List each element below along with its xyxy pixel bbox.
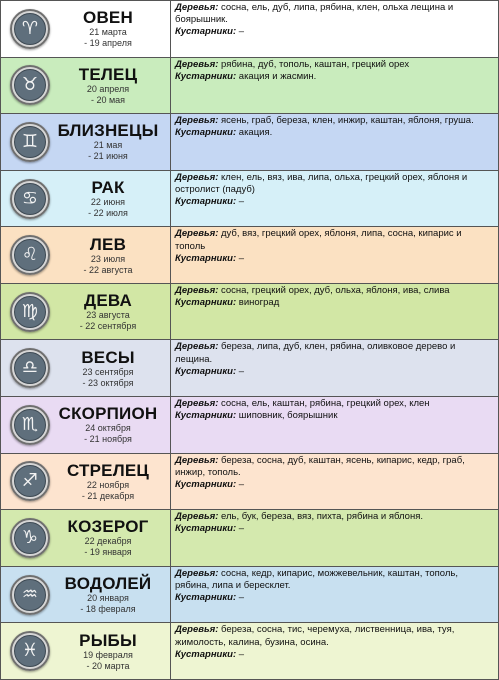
shrubs-label: Кустарники: [175,127,237,139]
shrubs-label: Кустарники: [175,410,237,422]
table-row [1,340,498,397]
shrubs-label: Кустарники: [175,648,237,660]
shrubs-value: – [238,196,245,208]
sign-cell [1,340,171,396]
trees-line [175,59,494,71]
shrubs-value: – [238,479,245,491]
trees-label: Деревья: [175,115,219,127]
trees-line [175,228,494,252]
trees-line [175,568,494,592]
sign-text [50,235,170,276]
sign-date-from: 23 сентября [82,366,134,377]
trees-value: сосна, кедр, кипарис, можжевельник, каштан, тополь, рябина, липа и бересклет. [175,567,458,591]
libra-icon [10,348,50,388]
sign-date-from: 19 февраля [83,649,133,660]
sign-glyph: ♐ [14,465,46,497]
shrubs-value: – [238,26,245,38]
table-row [1,623,498,679]
table-row [1,454,498,511]
trees-label: Деревья: [175,341,219,353]
shrubs-line [175,479,494,491]
sign-cell [1,397,171,453]
trees-value: береза, сосна, тис, черемуха, лиственница, ива, туя, жимолость, калина, бузина, осина. [175,624,455,648]
shrubs-value: акация. [238,127,273,139]
plants-cell [171,567,498,623]
sign-text [50,178,170,219]
shrubs-line [175,523,494,535]
pisces-icon [10,631,50,671]
scorpio-icon [10,405,50,445]
trees-value: рябина, дуб, тополь, каштан, грецкий орех [221,58,410,70]
sign-date-from: 21 марта [89,27,127,38]
shrubs-line [175,592,494,604]
sign-date-from: 22 ноября [86,479,130,490]
table-row [1,227,498,284]
shrubs-label: Кустарники: [175,252,237,264]
capricorn-icon [10,518,50,558]
trees-line [175,455,494,479]
trees-value: ясень, граб, береза, клен, инжир, каштан, яблоня, груша. [221,115,474,127]
trees-line [175,624,494,648]
sign-date-from: 20 апреля [86,83,130,94]
sign-date-to: - 19 апреля [84,38,132,49]
sign-glyph: ♒ [14,579,46,611]
sign-cell [1,227,171,283]
shrubs-label: Кустарники: [175,365,237,377]
plants-cell [171,58,498,114]
shrubs-value: – [238,592,245,604]
sign-text [50,631,170,672]
trees-line [175,398,494,410]
aquarius-icon [10,575,50,615]
table-row [1,1,498,58]
sign-name: ВЕСЫ [81,347,135,367]
sign-cell [1,284,171,340]
table-row [1,171,498,228]
sign-date-to: - 21 июня [88,151,128,162]
plants-cell [171,1,498,57]
shrubs-line [175,127,494,139]
shrubs-line [175,26,494,38]
sign-date-to: - 18 февраля [80,604,136,615]
trees-value: береза, липа, дуб, клен, рябина, оливковое дерево и лещина. [175,341,456,365]
plants-cell [171,510,498,566]
gemini-icon [10,122,50,162]
aries-icon [10,9,50,49]
shrubs-label: Кустарники: [175,70,237,82]
shrubs-label: Кустарники: [175,196,237,208]
shrubs-line [175,196,494,208]
shrubs-line [175,649,494,661]
sign-date-from: 23 июля [90,253,126,264]
sagittarius-icon [10,461,50,501]
sign-text [50,517,170,558]
sign-date-to: - 21 ноября [84,434,132,445]
sign-glyph: ♓ [14,635,46,667]
sign-cell [1,567,171,623]
plants-cell [171,284,498,340]
trees-label: Деревья: [175,171,219,183]
trees-line [175,511,494,523]
shrubs-value: – [238,648,245,660]
shrubs-value: – [238,252,245,264]
shrubs-label: Кустарники: [175,592,237,604]
trees-value: сосна, ель, каштан, рябина, грецкий орех, клен [221,398,430,410]
sign-date-to: - 20 марта [86,660,130,671]
trees-line [175,341,494,365]
sign-cell [1,114,171,170]
trees-value: дуб, вяз, грецкий орех, яблоня, липа, сосна, кипарис и тополь [175,228,462,252]
sign-glyph: ♑ [14,522,46,554]
sign-text [50,574,170,615]
sign-name: ДЕВА [84,291,132,311]
shrubs-value: – [238,523,245,535]
sign-text [50,348,170,389]
sign-glyph: ♌ [14,239,46,271]
trees-value: сосна, грецкий орех, дуб, ольха, яблоня, ива, слива [221,284,450,296]
trees-value: ель, бук, береза, вяз, пихта, рябина и яблоня. [221,511,423,523]
shrubs-label: Кустарники: [175,26,237,38]
sign-cell [1,510,171,566]
sign-date-to: - 21 декабря [81,490,135,501]
trees-label: Деревья: [175,2,219,13]
trees-label: Деревья: [175,284,219,296]
sign-glyph: ♉ [14,69,46,101]
leo-icon [10,235,50,275]
trees-label: Деревья: [175,454,219,466]
shrubs-line [175,366,494,378]
trees-line [175,285,494,297]
sign-date-to: - 23 октября [82,377,134,388]
sign-name: ОВЕН [83,8,133,28]
table-row [1,58,498,115]
sign-glyph: ♍ [14,296,46,328]
trees-label: Деревья: [175,567,219,579]
sign-text [50,8,170,49]
sign-date-to: - 22 сентября [79,321,137,332]
table-row [1,567,498,624]
sign-name: КОЗЕРОГ [67,517,149,537]
shrubs-label: Кустарники: [175,297,237,309]
shrubs-value: – [238,365,245,377]
sign-text [50,404,170,445]
sign-name: ТЕЛЕЦ [78,64,138,84]
sign-date-to: - 20 мая [90,94,126,105]
shrubs-label: Кустарники: [175,523,237,535]
sign-name: СКОРПИОН [58,404,158,424]
table-row [1,397,498,454]
sign-glyph: ♎ [14,352,46,384]
sign-date-from: 22 июня [90,197,126,208]
shrubs-line [175,71,494,83]
trees-label: Деревья: [175,398,219,410]
plants-cell [171,227,498,283]
sign-name: ЛЕВ [89,234,127,254]
shrubs-line [175,410,494,422]
sign-text [50,291,170,332]
sign-text [50,65,170,106]
shrubs-line [175,253,494,265]
sign-date-from: 21 мая [93,140,123,151]
virgo-icon [10,292,50,332]
table-row [1,284,498,341]
sign-name: СТРЕЛЕЦ [66,460,149,480]
sign-name: ВОДОЛЕЙ [64,574,152,594]
trees-label: Деревья: [175,58,219,70]
trees-value: береза, сосна, дуб, каштан, ясень, кипарис, кедр, граб, инжир, тополь. [175,454,465,478]
sign-date-to: - 22 августа [83,264,133,275]
sign-date-to: - 22 июля [88,208,128,219]
trees-label: Деревья: [175,511,219,523]
sign-glyph: ♈ [14,13,46,45]
sign-cell [1,1,171,57]
cancer-icon [10,179,50,219]
sign-text [50,461,170,502]
shrubs-label: Кустарники: [175,479,237,491]
trees-line [175,172,494,196]
table-row [1,510,498,567]
trees-label: Деревья: [175,624,219,636]
plants-cell [171,623,498,679]
shrubs-value: шиповник, боярышник [238,410,338,422]
sign-cell [1,454,171,510]
shrubs-value: акация и жасмин. [238,70,317,82]
sign-glyph: ♏ [14,409,46,441]
trees-line [175,115,494,127]
plants-cell [171,397,498,453]
plants-cell [171,171,498,227]
sign-cell [1,171,171,227]
sign-glyph: ♊ [14,126,46,158]
sign-date-from: 23 августа [86,310,130,321]
sign-glyph: ♋ [14,183,46,215]
sign-cell [1,58,171,114]
sign-date-to: - 19 января [84,547,132,558]
sign-name: РАК [91,178,125,198]
plants-cell [171,114,498,170]
table-row [1,114,498,171]
plants-cell [171,340,498,396]
sign-date-from: 24 октября [85,423,131,434]
sign-name: РЫБЫ [79,630,137,650]
sign-date-from: 20 января [87,593,129,604]
trees-label: Деревья: [175,228,219,240]
sign-date-from: 22 декабря [84,536,132,547]
sign-cell [1,623,171,679]
trees-value: клен, ель, вяз, ива, липа, ольха, грецкий орех, яблоня и остролист (падуб) [175,171,468,195]
trees-value: сосна, ель, дуб, липа, рябина, клен, ольха лещина и боярышник. [175,2,454,26]
taurus-icon [10,65,50,105]
trees-line [175,2,494,26]
shrubs-line [175,297,494,309]
sign-text [50,121,170,162]
plants-cell [171,454,498,510]
sign-name: БЛИЗНЕЦЫ [57,121,159,141]
shrubs-value: виноград [238,297,280,309]
